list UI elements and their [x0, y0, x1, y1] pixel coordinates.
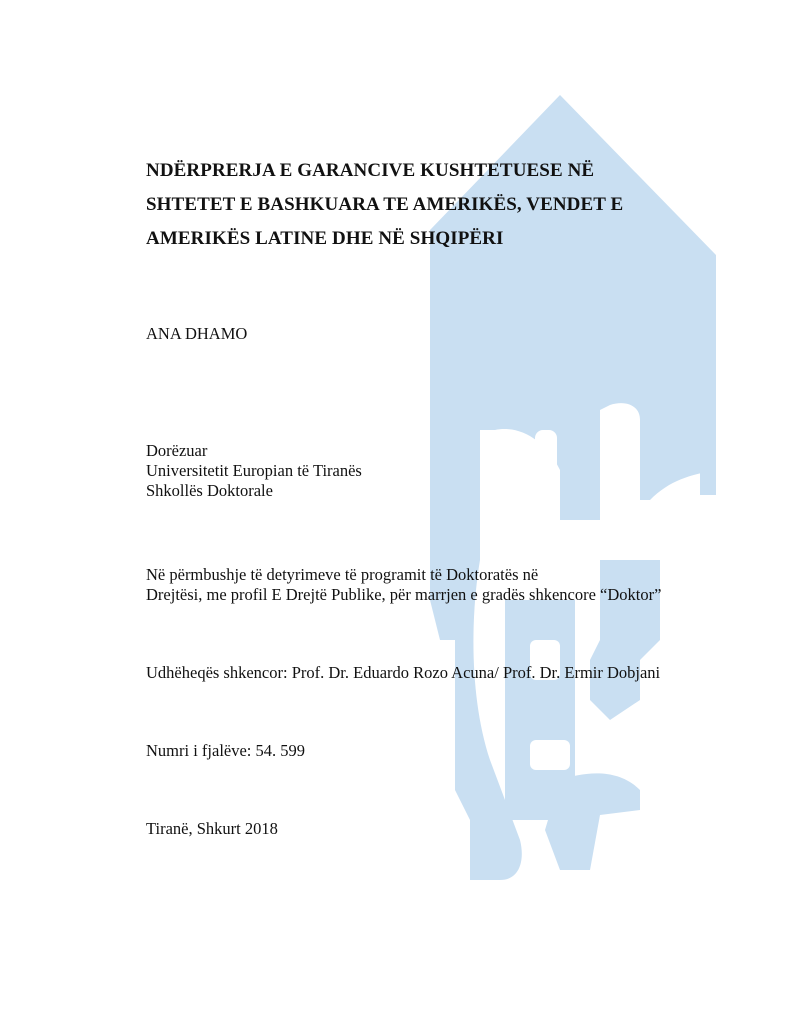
thesis-title [146, 154, 746, 256]
fulfillment-line-1: Në përmbushje të detyrimeve të programit të Doktoratës në [146, 565, 539, 584]
university-name: Universitetit Europian të Tiranës [146, 461, 362, 480]
place-and-date: Tiranë, Shkurt 2018 [146, 819, 278, 838]
fulfillment-line-2: Drejtësi, me profil E Drejtë Publike, për marrjen e gradës shkencore “Doktor” [146, 585, 662, 604]
submitted-label: Dorëzuar [146, 441, 208, 460]
thesis-title-line-3: AMERIKËS LATINE DHE NË SHQIPËRI [146, 228, 504, 249]
thesis-title-line-1: NDËRPRERJA E GARANCIVE KUSHTETUESE NË [146, 160, 595, 181]
word-count: Numri i fjalëve: 54. 599 [146, 741, 306, 760]
thesis-title-line-2: SHTETET E BASHKUARA TE AMERIKËS, VENDET E [146, 194, 624, 215]
author-name: ANA DHAMO [146, 324, 248, 343]
supervisor-line: Udhëheqës shkencor: Prof. Dr. Eduardo Rozo Acuna/ Prof. Dr. Ermir Dobjani [146, 663, 661, 682]
doctoral-school: Shkollës Doktorale [146, 481, 273, 500]
submission-block [146, 441, 362, 501]
fulfillment-statement [146, 565, 661, 605]
